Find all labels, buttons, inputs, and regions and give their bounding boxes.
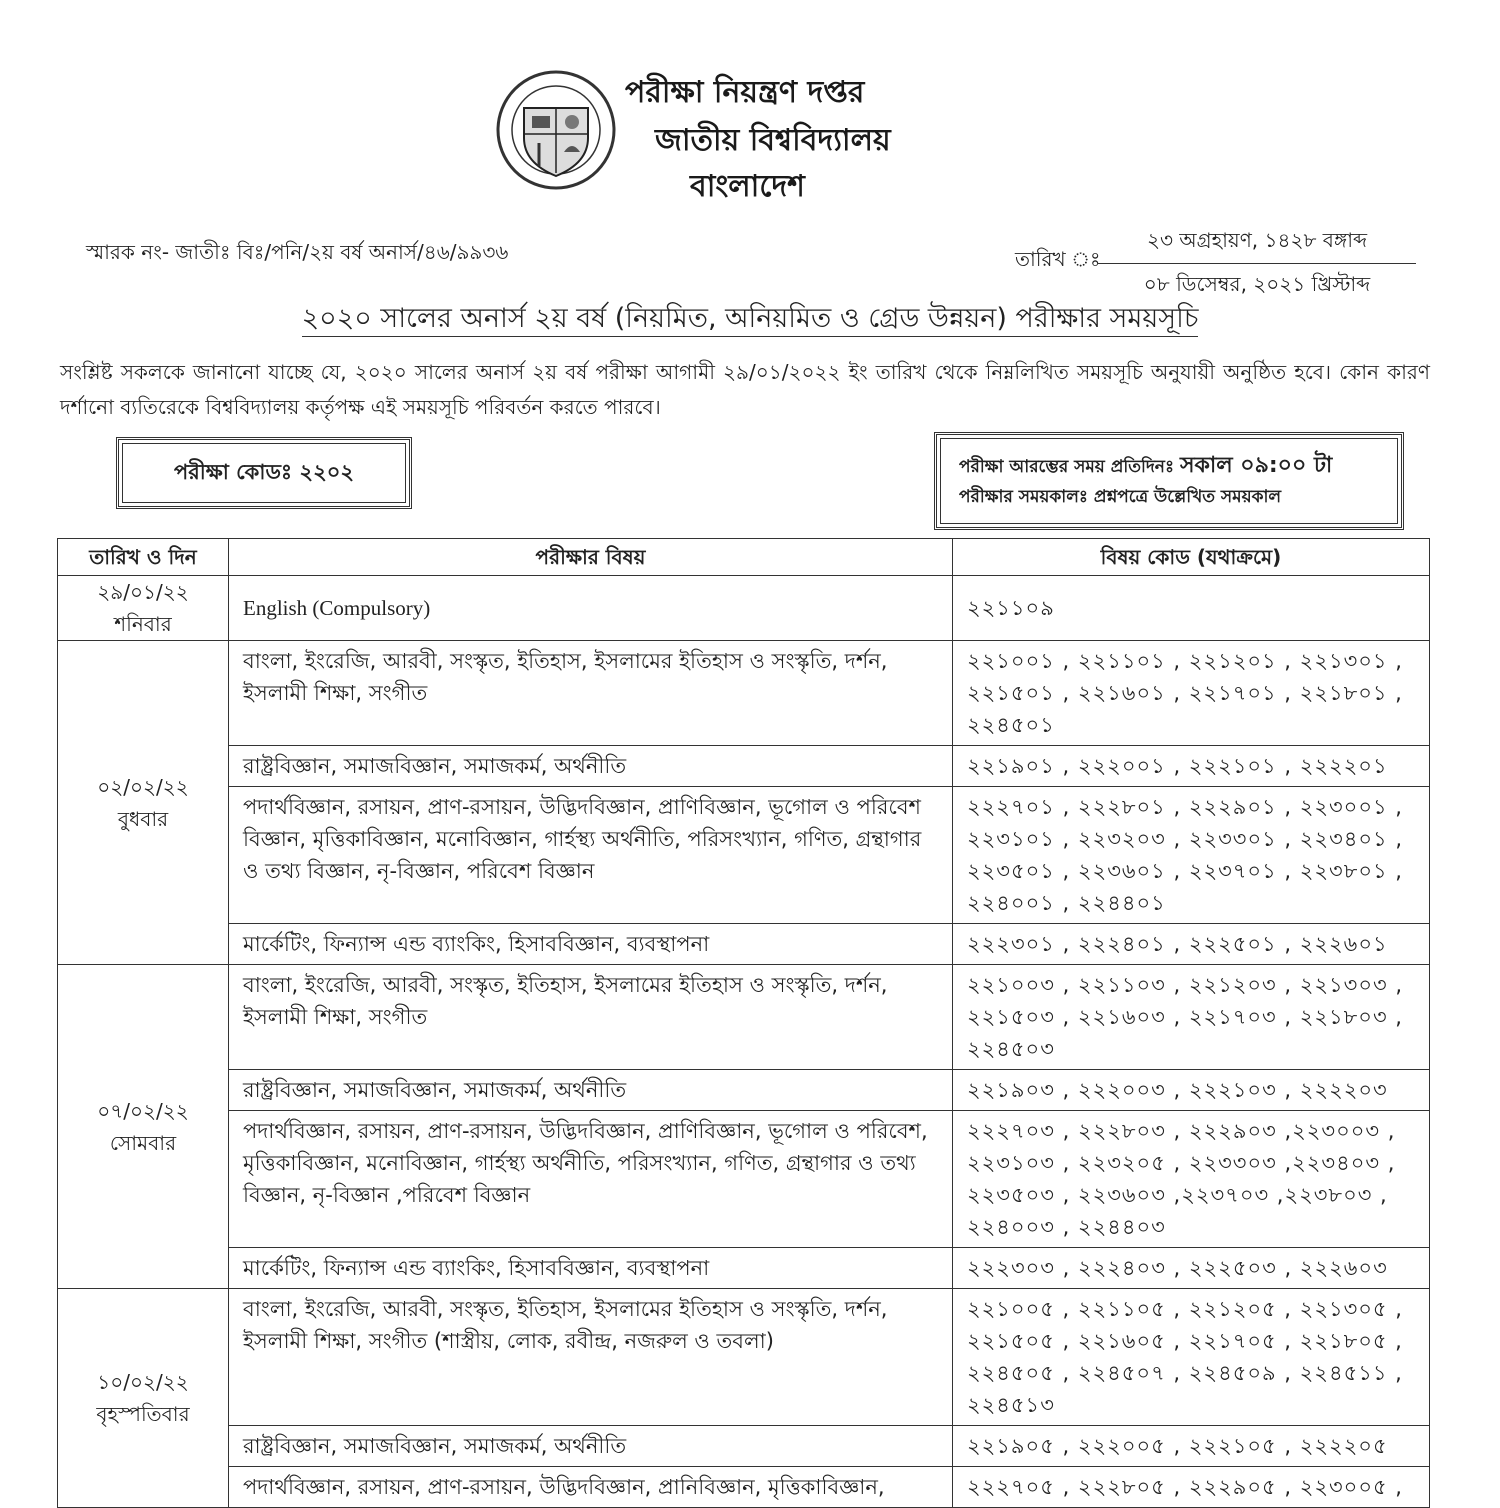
header-codes: বিষয় কোড (যথাক্রমে) [953,539,1430,576]
table-row [58,641,1430,746]
code-cell: ২২১৯০৫ , ২২২০০৫ , ২২২১০৫ , ২২২২০৫ [953,1426,1430,1467]
code-cell: ২২১০০১ , ২২১১০১ , ২২১২০১ , ২২১৩০১ , ২২১৫০১ , ২২১৬০১ , ২২১৭০১ , ২২১৮০১ , ২২৪৫০১ [953,641,1430,746]
code-cell: ২২২৭০৩ , ২২২৮০৩ , ২২২৯০৩ ,২২৩০০৩ , ২২৩১০৩ , ২২৩২০৫ , ২২৩৩০৩ ,২২৩৪০৩ , ২২৩৫০৩ , ২২৩৬০৩ ,২২৩৭০৩ ,২২৩৮০৩ , ২২৪০০৩ , ২২৪৪০৩ [953,1111,1430,1248]
subject-cell: মার্কেটিং, ফিন্যান্স এন্ড ব্যাংকিং, হিসাববিজ্ঞান, ব্যবস্থাপনা [229,924,953,965]
table-row [58,1111,1430,1248]
code-cell: ২২২৩০৩ , ২২২৪০৩ , ২২২৫০৩ , ২২২৬০৩ [953,1248,1430,1289]
table-row [58,1289,1430,1426]
office-name: পরীক্ষা নিয়ন্ত্রণ দপ্তর [625,75,865,110]
date-label: তারিখ ঃ [1015,247,1101,271]
exam-code: পরীক্ষা কোডঃ ২২০২ [173,459,355,484]
code-cell: ২২১১০৯ [953,576,1430,641]
table-header-row [58,539,1430,576]
subject-cell: বাংলা, ইংরেজি, আরবী, সংস্কৃত, ইতিহাস, ইসলামের ইতিহাস ও সংস্কৃতি, দর্শন, ইসলামী শিক্ষা, সংগীত (শাস্ত্রীয়, লোক, রবীন্দ্র, নজরুল ও তবলা) [229,1289,953,1426]
subject-cell: English (Compulsory) [229,576,953,641]
code-cell: ২২১৯০১ , ২২২০০১ , ২২২১০১ , ২২২২০১ [953,746,1430,787]
table-row [58,576,1430,641]
date-cell [58,965,229,1289]
university-logo [494,68,618,192]
exam-code-box [116,437,412,509]
header-subject: পরীক্ষার বিষয় [229,539,953,576]
exam-day: বুধবার [117,806,169,831]
start-time-label: পরীক্ষা আরম্ভের সময় প্রতিদিনঃ [959,457,1175,477]
exam-date: ১০/০২/২২ [97,1370,189,1394]
code-cell: ২২২৩০১ , ২২২৪০১ , ২২২৫০১ , ২২২৬০১ [953,924,1430,965]
code-cell: ২২২৭০১ , ২২২৮০১ , ২২২৯০১ , ২২৩০০১ , ২২৩১০১ , ২২৩২০৩ , ২২৩৩০১ , ২২৩৪০১ , ২২৩৫০১ , ২২৩৬০১ , ২২৩৭০১ , ২২৩৮০১ , ২২৪০০১ , ২২৪৪০১ [953,787,1430,924]
exam-day: বৃহস্পতিবার [96,1402,190,1426]
subject-cell: রাষ্ট্রবিজ্ঞান, সমাজবিজ্ঞান, সমাজকর্ম, অর্থনীতি [229,746,953,787]
exam-schedule-table [57,538,1430,1508]
subject-cell: বাংলা, ইংরেজি, আরবী, সংস্কৃত, ইতিহাস, ইসলামের ইতিহাস ও সংস্কৃতি, দর্শন, ইসলামী শিক্ষা, সংগীত [229,965,953,1070]
table-row [58,1248,1430,1289]
exam-date: ২৯/০১/২২ [97,580,189,604]
exam-timing-box [934,432,1404,530]
table-row [58,965,1430,1070]
table-row [58,787,1430,924]
table-row [58,1467,1430,1508]
code-cell: ২২১৯০৩ , ২২২০০৩ , ২২২১০৩ , ২২২২০৩ [953,1070,1430,1111]
table-body [58,576,1430,1508]
subject-cell: পদার্থবিজ্ঞান, রসায়ন, প্রাণ-রসায়ন, উদ্ভিদবিজ্ঞান, প্রাণিবিজ্ঞান, ভূগোল ও পরিবেশ বিজ্ঞান, মৃত্তিকাবিজ্ঞান, মনোবিজ্ঞান, গার্হস্থ্য অর্থনীতি, পরিসংখ্যান, গণিত, গ্রন্থাগার ও তথ্য বিজ্ঞান, নৃ-বিজ্ঞান, পরিবেশ বিজ্ঞান [229,787,953,924]
code-cell: ২২১০০৩ , ২২১১০৩ , ২২১২০৩ , ২২১৩০৩ , ২২১৫০৩ , ২২১৬০৩ , ২২১৭০৩ , ২২১৮০৩ , ২২৪৫০৩ [953,965,1430,1070]
start-time-value: সকাল ০৯:০০ টা [1179,453,1333,478]
date-cell [58,1289,229,1508]
country-name: বাংলাদেশ [690,169,805,204]
header-date: তারিখ ও দিন [58,539,229,576]
notice-paragraph: সংশ্লিষ্ট সকলকে জানানো যাচ্ছে যে, ২০২০ সালের অনার্স ২য় বর্ষ পরীক্ষা আগামী ২৯/০১/২০২২ ইং তারিখ থেকে নিম্নলিখিত সময়সূচি অনুযায়ী অনুষ্ঠিত হবে। কোন কারণ দর্শানো ব্যতিরেকে বিশ্ববিদ্যালয় কর্তৃপক্ষ এই সময়সূচি পরিবর্তন করতে পারবে। [60,360,1430,419]
exam-date: ০২/০২/২২ [97,774,189,799]
table-row [58,1426,1430,1467]
table-row [58,924,1430,965]
subject-cell: রাষ্ট্রবিজ্ঞান, সমাজবিজ্ঞান, সমাজকর্ম, অর্থনীতি [229,1426,953,1467]
date-block [1098,226,1416,303]
exam-date: ০৭/০২/২২ [97,1098,189,1123]
exam-day: শনিবার [114,612,172,636]
code-cell: ২২২৭০৫ , ২২২৮০৫ , ২২২৯০৫ , ২২৩০০৫ , [953,1467,1430,1508]
memo-number: স্মারক নং- জাতীঃ বিঃ/পনি/২য় বর্ষ অনার্স/৪৬/৯৯৩৬ [86,240,509,264]
date-cell [58,641,229,965]
subject-cell: মার্কেটিং, ফিন্যান্স এন্ড ব্যাংকিং, হিসাববিজ্ঞান, ব্যবস্থাপনা [229,1248,953,1289]
subject-cell: পদার্থবিজ্ঞান, রসায়ন, প্রাণ-রসায়ন, উদ্ভিদবিজ্ঞান, প্রাণিবিজ্ঞান, ভূগোল ও পরিবেশ, মৃত্তিকাবিজ্ঞান, মনোবিজ্ঞান, গার্হস্থ্য অর্থনীতি, পরিসংখ্যান, গণিত, গ্রন্থাগার ও তথ্য বিজ্ঞান, নৃ-বিজ্ঞান ,পরিবেশ বিজ্ঞান [229,1111,953,1248]
subject-cell: বাংলা, ইংরেজি, আরবী, সংস্কৃত, ইতিহাস, ইসলামের ইতিহাস ও সংস্কৃতি, দর্শন, ইসলামী শিক্ষা, সংগীত [229,641,953,746]
date-bangla: ২৩ অগ্রহায়ণ, ১৪২৮ বঙ্গাব্দ [1098,226,1416,264]
date-english: ০৮ ডিসেম্বর, ২০২১ খ্রিস্টাব্দ [1143,272,1371,296]
university-name: জাতীয় বিশ্ববিদ্যালয় [655,123,891,158]
document-title [60,298,1440,343]
subject-cell: পদার্থবিজ্ঞান, রসায়ন, প্রাণ-রসায়ন, উদ্ভিদবিজ্ঞান, প্রানিবিজ্ঞান, মৃত্তিকাবিজ্ঞান, [229,1467,953,1508]
date-cell [58,576,229,641]
table-row [58,1070,1430,1111]
code-cell: ২২১০০৫ , ২২১১০৫ , ২২১২০৫ , ২২১৩০৫ , ২২১৫০৫ , ২২১৬০৫ , ২২১৭০৫ , ২২১৮০৫ , ২২৪৫০৫ , ২২৪৫০৭ , ২২৪৫০৯ , ২২৪৫১১ , ২২৪৫১৩ [953,1289,1430,1426]
title-text: ২০২০ সালের অনার্স ২য় বর্ষ (নিয়মিত, অনিয়মিত ও গ্রেড উন্নয়ন) পরীক্ষার সময়সূচি [302,303,1199,337]
duration-text: পরীক্ষার সময়কালঃ প্রশ্নপত্রে উল্লেখিত সময়কাল [959,487,1282,507]
subject-cell: রাষ্ট্রবিজ্ঞান, সমাজবিজ্ঞান, সমাজকর্ম, অর্থনীতি [229,1070,953,1111]
table-row [58,746,1430,787]
exam-day: সোমবার [109,1130,177,1155]
